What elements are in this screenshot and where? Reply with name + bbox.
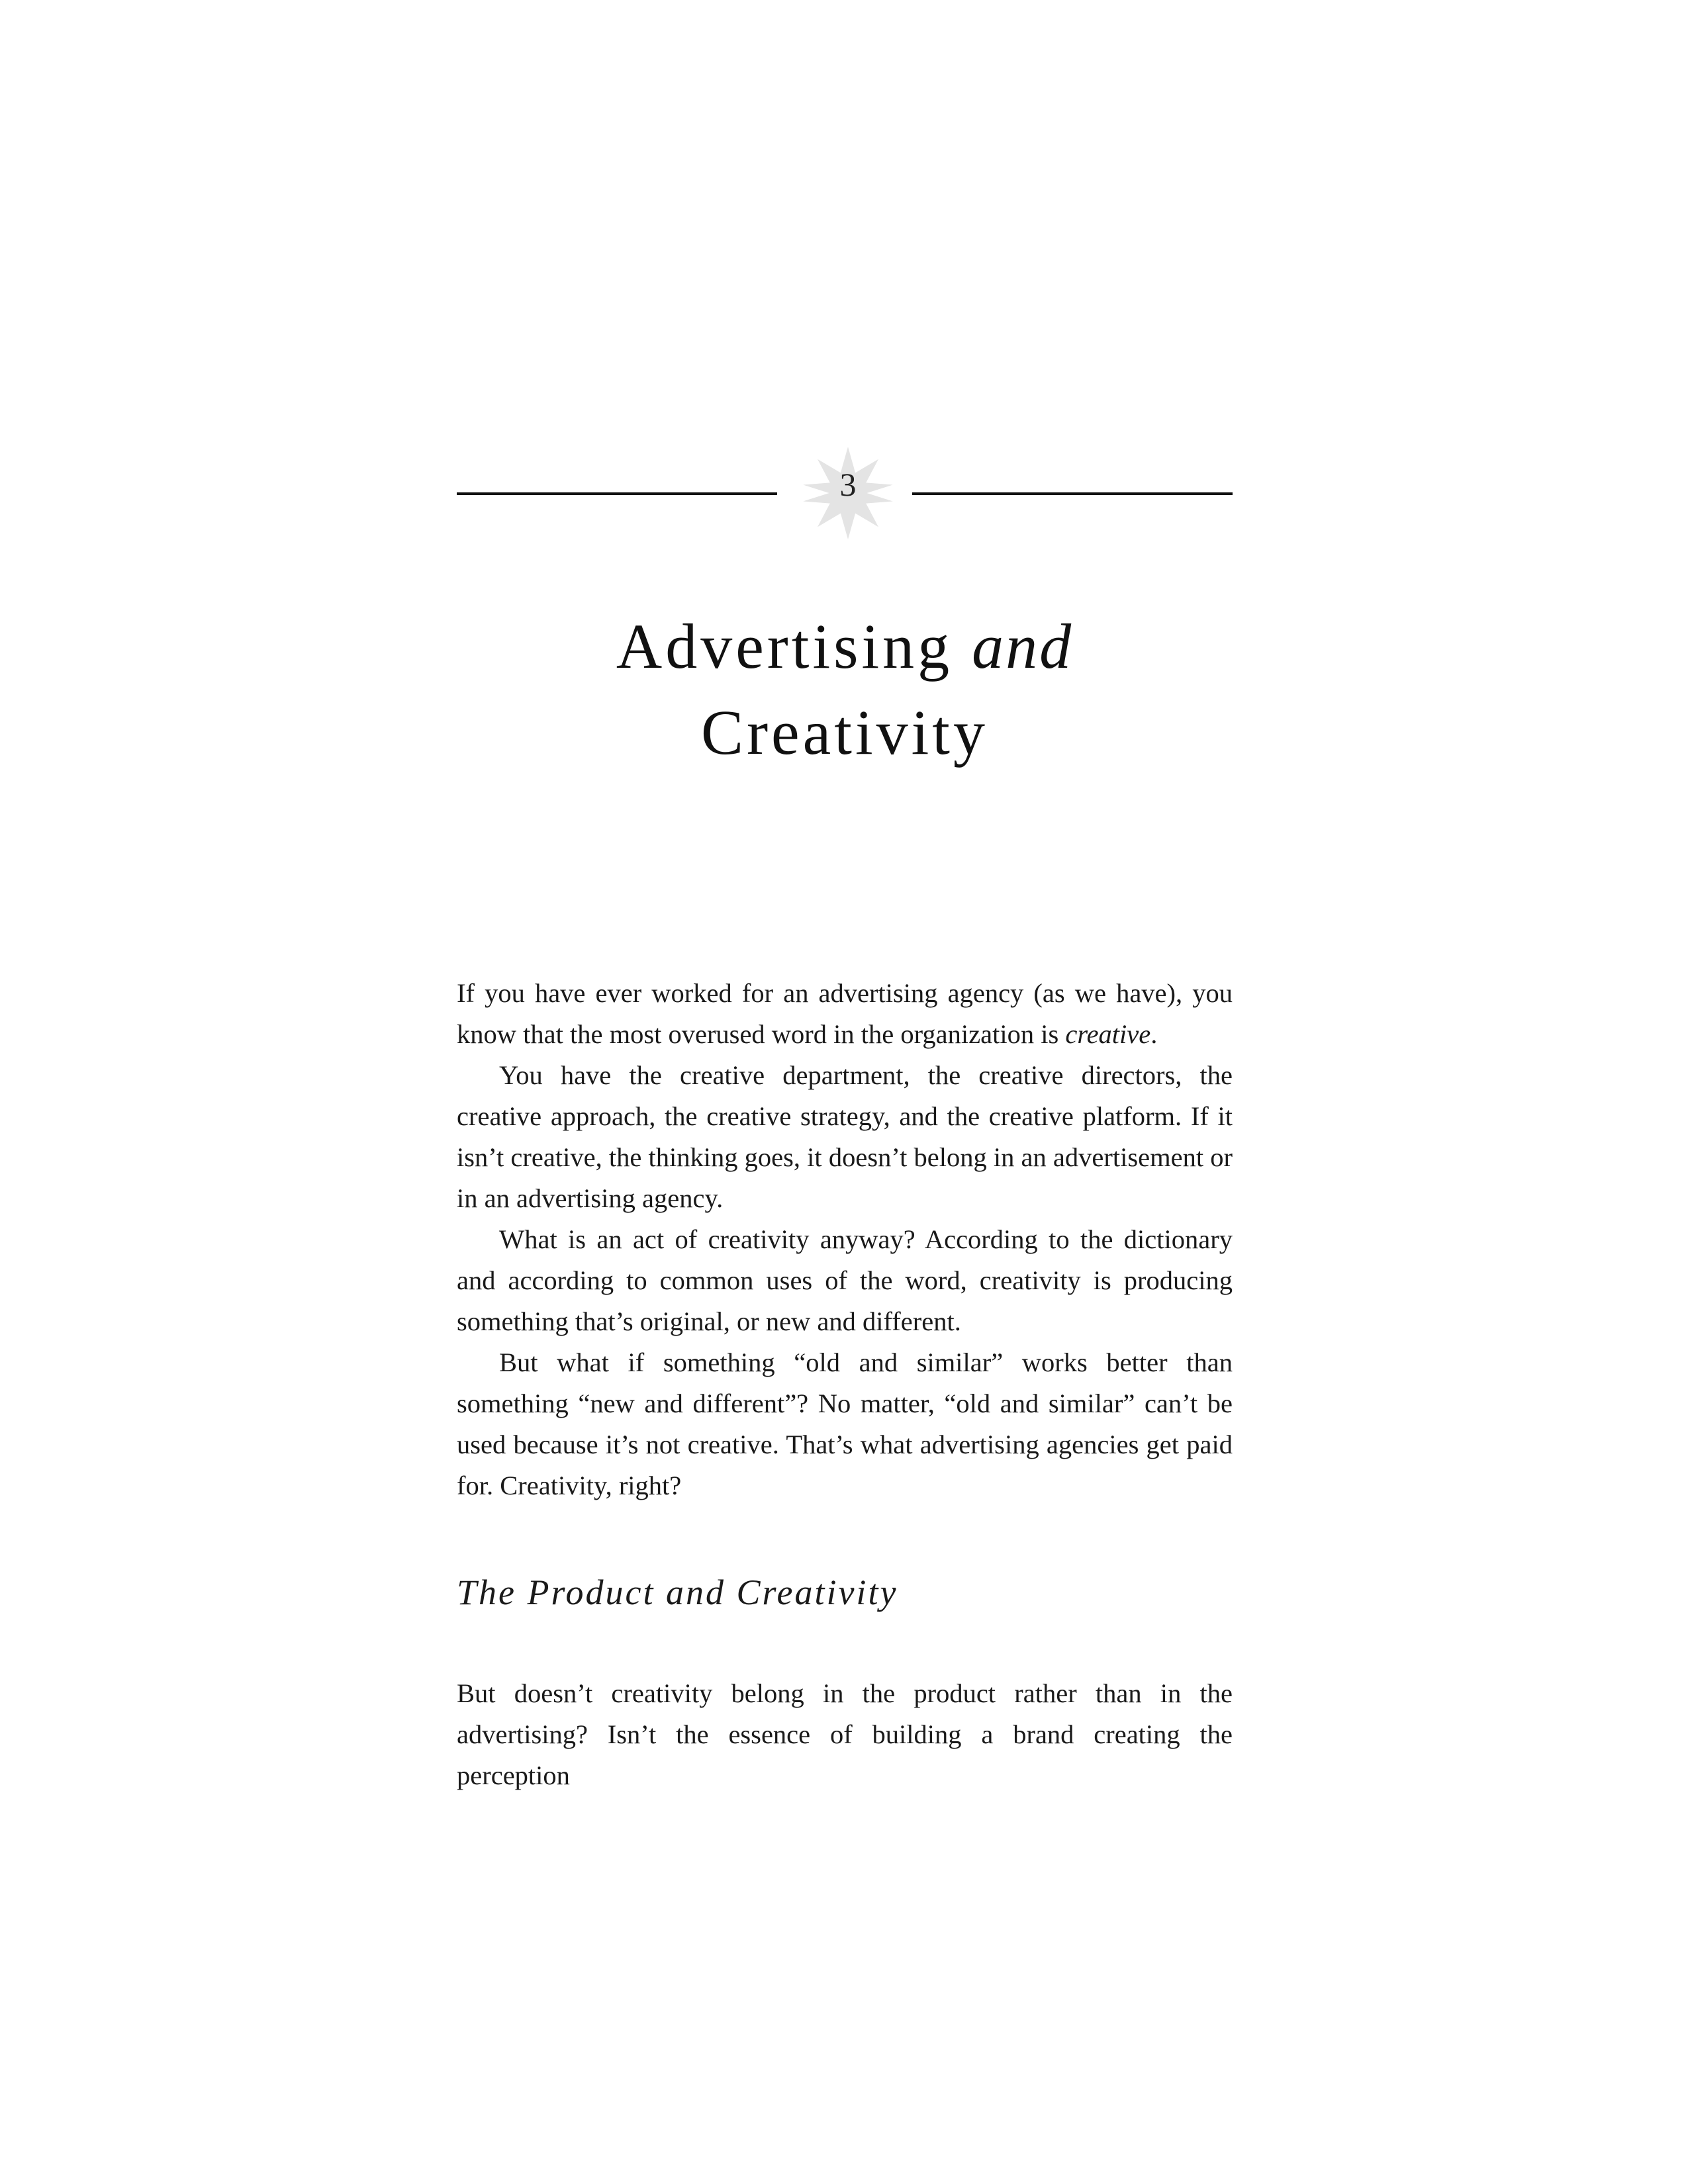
chapter-number: 3 xyxy=(839,466,857,503)
paragraph-1-emphasis: creative xyxy=(1065,1019,1151,1049)
chapter-title-part3: Creativity xyxy=(701,697,988,768)
paragraph-3: What is an act of creativity anyway? According to the dictionary and according to common uses of the word, creativity is producing something that’s original, or new and different. xyxy=(457,1224,1233,1336)
paragraph-1 xyxy=(457,973,1233,1055)
ornament-rule-right xyxy=(912,492,1233,495)
section-paragraph-1: But doesn’t creativity belong in the product rather than in the advertising? Isn’t the essence of building a brand creating the perception xyxy=(457,1678,1233,1790)
paragraph-1-end: . xyxy=(1150,1019,1158,1049)
chapter-title xyxy=(457,604,1233,776)
chapter-title-part1: Advertising xyxy=(616,611,953,682)
paragraph-1-text: If you have ever worked for an advertising agency (as we have), you know that the most overused word in the organization is xyxy=(457,978,1233,1049)
paragraph-2: You have the creative department, the creative directors, the creative approach, the creative strategy, and the creative platform. If it isn’t creative, the thinking goes, it doesn’t belong in an advertisement or in an advertising agency. xyxy=(457,1060,1233,1213)
body-text xyxy=(457,973,1233,1796)
chapter-ornament xyxy=(457,437,1233,549)
section-heading: The Product and Creativity xyxy=(457,1572,898,1612)
paragraph-4: But what if something “old and similar” works better than something “new and different”? No matter, “old and similar” can’t be used because it’s not creative. That’s what advertising agencies get paid for. Creativity, right? xyxy=(457,1347,1233,1500)
chapter-title-part2: and xyxy=(972,611,1074,682)
ornament-rule-left xyxy=(457,492,777,495)
